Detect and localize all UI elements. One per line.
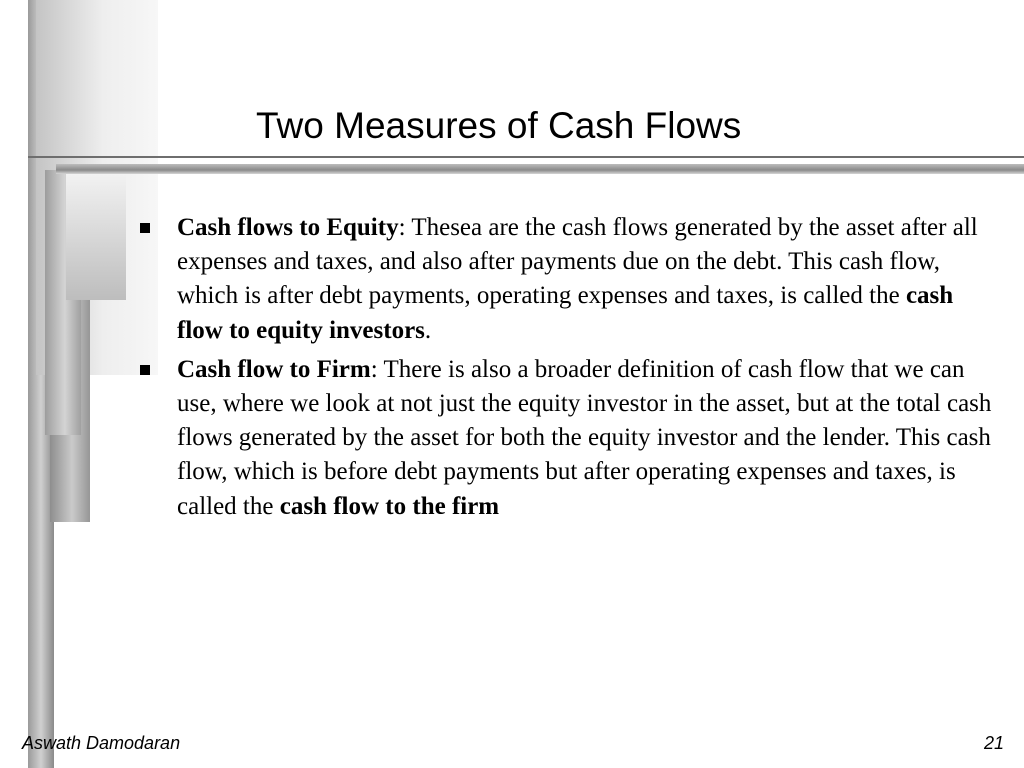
bullet-text: : Thesea are the cash flows generated by the asset after all expenses and taxes, and also after payments due on the debt. This cash flow, which is after debt payments, operating expenses and taxes, is called the: [177, 214, 978, 310]
bullet-text: : There is also a broader definition of cash flow that we can use, where we look at not just the equity investor in the asset, but at the total cash flows generated by the asset for both the equity investor and the lender. This cash flow, which is before debt payments but after operating expenses and taxes, is called the: [177, 355, 992, 520]
title-rule-thin: [28, 156, 1024, 158]
title-rule-thick: [56, 164, 1024, 174]
bullet-marker-icon: [140, 365, 150, 375]
bullet-tail: .: [424, 316, 432, 344]
bullet-emphasis: cash flow to the firm: [279, 492, 500, 520]
footer-author: Aswath Damodaran: [22, 733, 181, 753]
bullet-term: Cash flows to Equity: [177, 214, 399, 241]
bullet-item-equity: [140, 211, 1000, 348]
slide-title: Two Measures of Cash Flows: [256, 105, 742, 146]
bullet-item-firm: [140, 353, 1000, 524]
bullet-list: [140, 211, 1000, 529]
bullet-marker-icon: [140, 223, 150, 233]
decor-bar-small: [66, 174, 126, 300]
page-number: 21: [983, 733, 1004, 753]
bullet-emphasis: cash flow to equity investors: [177, 282, 954, 344]
bullet-term: Cash flow to Firm: [177, 355, 371, 383]
